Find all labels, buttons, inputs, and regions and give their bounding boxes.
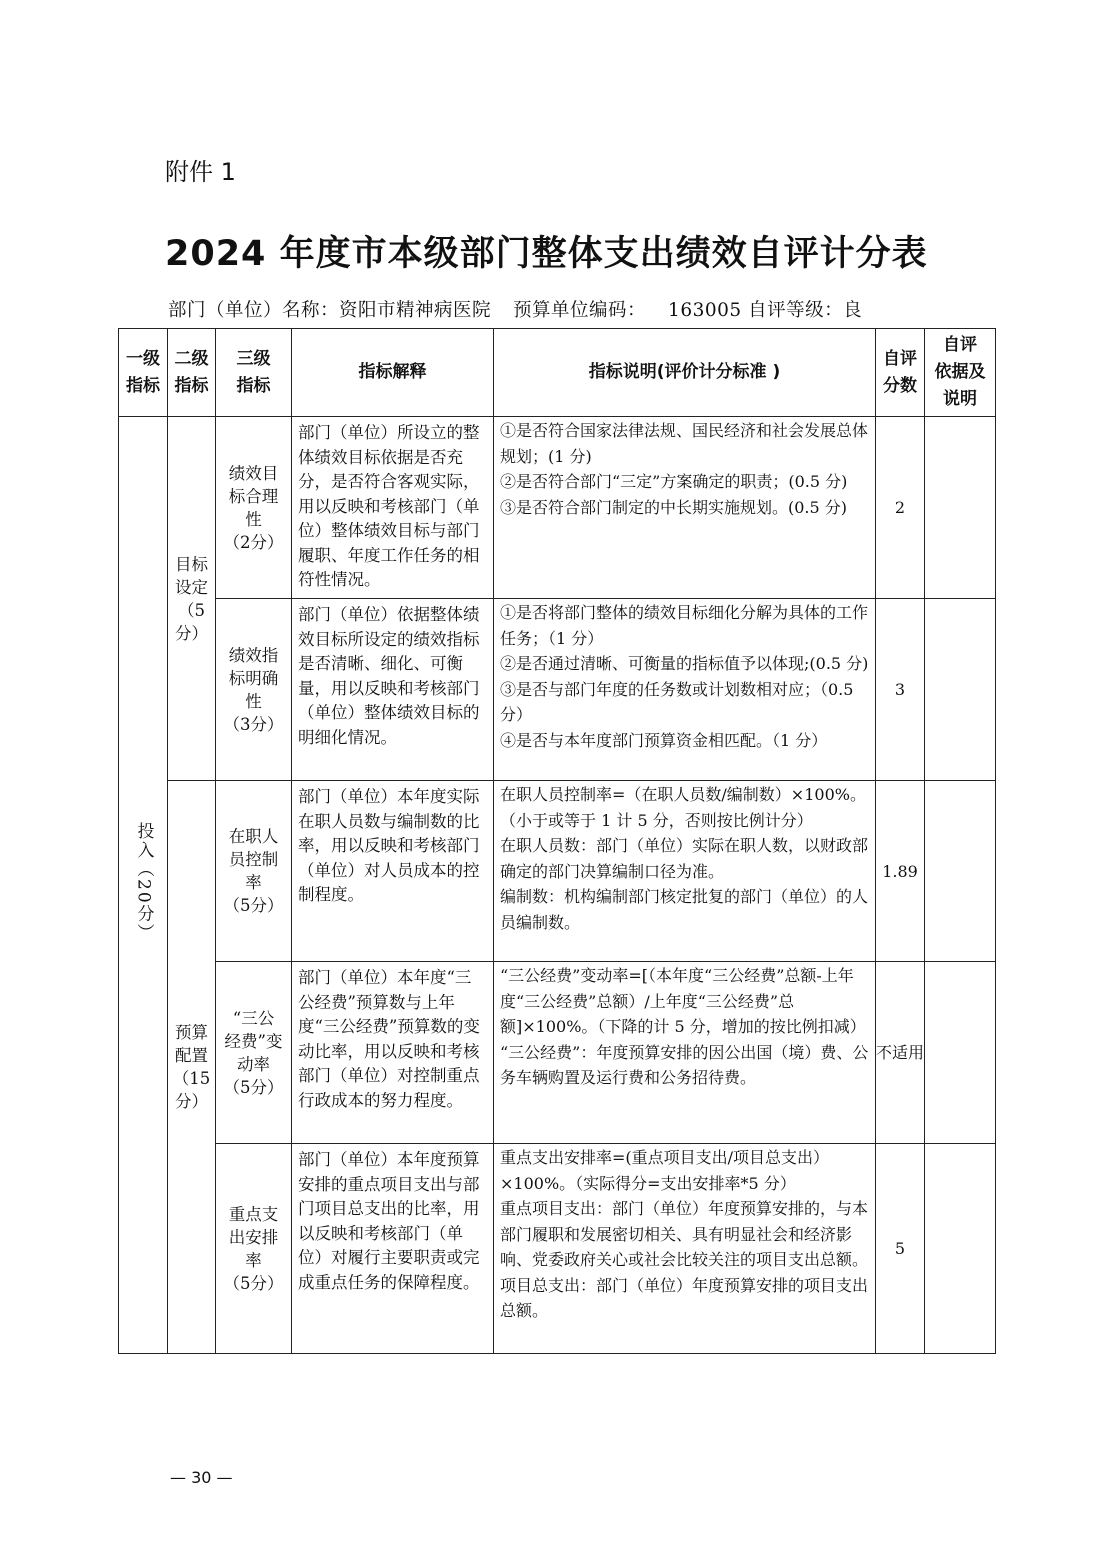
table-row <box>119 1144 996 1354</box>
level3-cell: “三公 经费”变 动率 （5分） <box>216 962 292 1144</box>
self-score-cell: 2 <box>876 417 925 599</box>
description-cell: 在职人员控制率=（在职人员数/编制数）×100%。（小于或等于 1 计 5 分，否则按比例计分） 在职人员数：部门（单位）实际在职人数，以财政部确定的部门决算编制口径为准。 编制数：机构编制部门核定批复的部门（单位）的人员编制数。 <box>494 781 876 962</box>
self-grade-value: 良 <box>843 300 863 321</box>
level2-cell-budget: 预算 配置 （15 分） <box>168 781 216 1354</box>
explanation-cell: 部门（单位）本年度预算安排的重点项目支出与部门项目总支出的比率，用以反映和考核部门（单位）对履行主要职责或完成重点任务的保障程度。 <box>292 1144 494 1354</box>
description-cell: “三公经费”变动率=[（本年度“三公经费”总额-上年度“三公经费”总额）/上年度“三公经费”总额]×100%。（下降的计 5 分，增加的按比例扣减） “三公经费”：年度预算安排的因公出国（境）费、公务车辆购置及运行费和公务招待费。 <box>494 962 876 1144</box>
self-evaluation-score-table <box>118 328 996 1354</box>
self-score-cell: 5 <box>876 1144 925 1354</box>
header-basis: 自评 依据及 说明 <box>925 329 996 417</box>
header-level2: 二级 指标 <box>168 329 216 417</box>
description-cell: 重点支出安排率=(重点项目支出/项目总支出）×100%。（实际得分=支出安排率*5 分） 重点项目支出：部门（单位）年度预算安排的，与本部门履职和发展密切相关、具有明显社会和经济影响、党委政府关心或社会比较关注的项目支出总额。 项目总支出：部门（单位）年度预算安排的项目支出总额。 <box>494 1144 876 1354</box>
level1-label: 投入（20分） <box>133 821 154 943</box>
self-grade-label: 自评等级： <box>748 300 844 321</box>
table-row <box>119 962 996 1144</box>
table-header-row <box>119 329 996 417</box>
level2-cell-target: 目标 设定 （5 分） <box>168 417 216 781</box>
header-explanation: 指标解释 <box>292 329 494 417</box>
level3-cell: 绩效目 标合理 性 （2分） <box>216 417 292 599</box>
description-cell: ①是否将部门整体的绩效目标细化分解为具体的工作任务；（1 分） ②是否通过清晰、可衡量的指标值予以体现;(0.5 分) ③是否与部门年度的任务数或计划数相对应；（0.5 分） ④是否与本年度部门预算资金相匹配。（1 分） <box>494 599 876 781</box>
header-level1: 一级 指标 <box>119 329 168 417</box>
basis-cell <box>925 599 996 781</box>
description-cell: ①是否符合国家法律法规、国民经济和社会发展总体规划；(1 分) ②是否符合部门“三定”方案确定的职责；(0.5 分) ③是否符合部门制定的中长期实施规划。(0.5 分) <box>494 417 876 599</box>
attachment-label: 附件 1 <box>165 158 236 186</box>
header-self-score: 自评 分数 <box>876 329 925 417</box>
budget-code-label: 预算单位编码： <box>513 300 647 321</box>
department-info-line <box>168 296 862 322</box>
explanation-cell: 部门（单位）依据整体绩效目标所设定的绩效指标是否清晰、细化、可衡量，用以反映和考核部门（单位）整体绩效目标的明细化情况。 <box>292 599 494 781</box>
self-score-cell: 3 <box>876 599 925 781</box>
table-row <box>119 781 996 962</box>
document-title: 2024 年度市本级部门整体支出绩效自评计分表 <box>165 234 928 274</box>
level3-cell: 重点支 出安排 率 （5分） <box>216 1144 292 1354</box>
basis-cell <box>925 962 996 1144</box>
basis-cell <box>925 417 996 599</box>
basis-cell <box>925 1144 996 1354</box>
department-name: 资阳市精神病医院 <box>339 300 492 321</box>
page-number: — 30 — <box>170 1468 233 1487</box>
basis-cell <box>925 781 996 962</box>
table-row <box>119 599 996 781</box>
level3-cell: 绩效指 标明确 性 （3分） <box>216 599 292 781</box>
level1-cell <box>119 417 168 1354</box>
header-level3: 三级 指标 <box>216 329 292 417</box>
table-row <box>119 417 996 599</box>
self-score-cell: 1.89 <box>876 781 925 962</box>
explanation-cell: 部门（单位）所设立的整体绩效目标依据是否充分，是否符合客观实际，用以反映和考核部门（单位）整体绩效目标与部门履职、年度工作任务的相符性情况。 <box>292 417 494 599</box>
budget-code-value: 163005 <box>668 300 742 321</box>
explanation-cell: 部门（单位）本年度实际在职人员数与编制数的比率，用以反映和考核部门（单位）对人员成本的控制程度。 <box>292 781 494 962</box>
header-description: 指标说明(评价计分标准 ) <box>494 329 876 417</box>
level3-cell: 在职人 员控制 率 （5分） <box>216 781 292 962</box>
explanation-cell: 部门（单位）本年度“三公经费”预算数与上年度“三公经费”预算数的变动比率，用以反映和考核部门（单位）对控制重点行政成本的努力程度。 <box>292 962 494 1144</box>
department-label: 部门（单位）名称： <box>168 300 340 321</box>
self-score-cell: 不适用 <box>876 962 925 1144</box>
